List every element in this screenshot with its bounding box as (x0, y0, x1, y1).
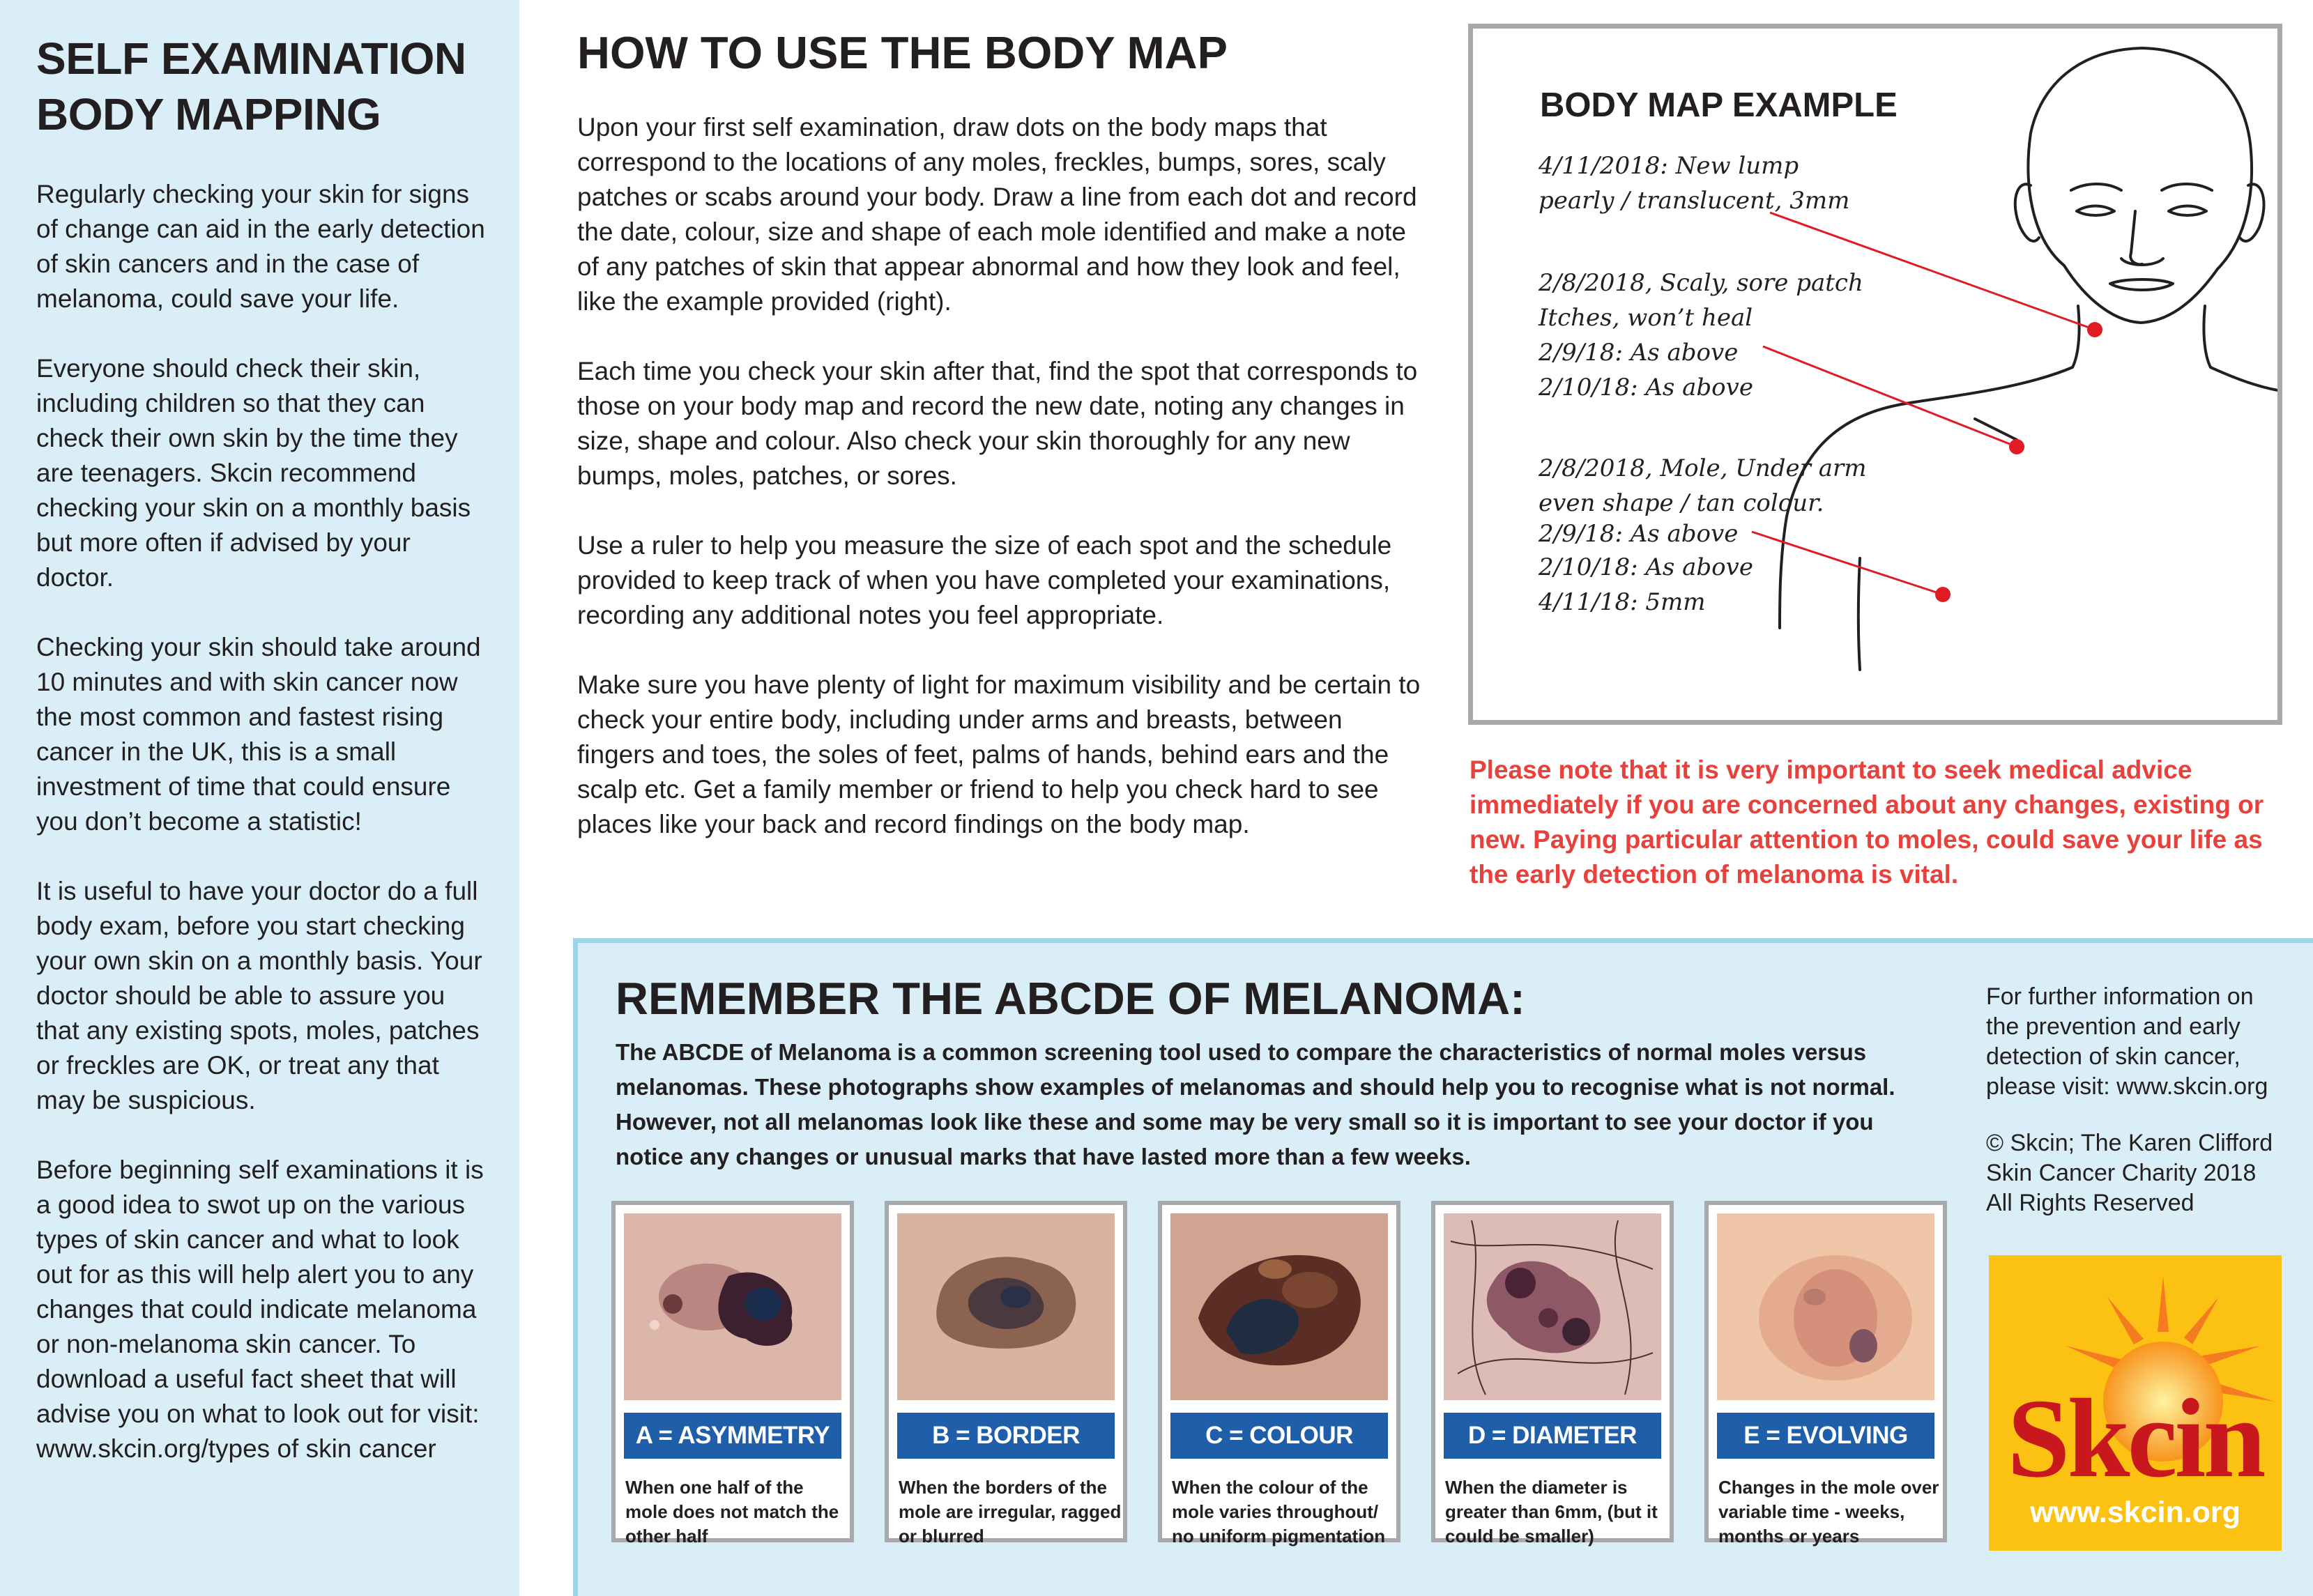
abcde-intro: The ABCDE of Melanoma is a common screening tool used to compare the characteristics of normal moles versus melanomas. These photographs show examples of melanomas and should help you to recognise what is not normal. However, not all melanomas look like these and some may be very small so it is important to see your doctor if you notice any changes or unusual marks that have lasted more than a few weeks. (616, 1039, 1895, 1169)
left-paragraph-5: Before beginning self examinations it is a good idea to swot up on the various types of skin cancer and what to look out for as this will help alert you to any changes that could indicate melanoma or non-melanoma skin cancer. To download a useful fact sheet that will advise you on what to look out for visit: www.skcin.org/types of skin cancer (36, 1156, 484, 1463)
note-2-line-4: 2/10/18: As above (1539, 374, 1753, 401)
title-line-1: SELF EXAMINATION (36, 33, 466, 84)
note-3-line-3: 2/9/18: As above (1539, 520, 1739, 548)
note-2-line-3: 2/9/18: As above (1539, 339, 1739, 367)
melanoma-photo-colour (1170, 1213, 1388, 1400)
how-to-title: HOW TO USE THE BODY MAP (577, 27, 1228, 78)
abcde-title: REMEMBER THE ABCDE OF MELANOMA: (616, 973, 1525, 1024)
melanoma-photo-border (897, 1213, 1115, 1400)
left-column (0, 0, 519, 1596)
skcin-logo (1989, 1255, 2282, 1551)
abcde-card-colour (1158, 1201, 1400, 1547)
card-desc-evolving: Changes in the mole over variable time - weeks, months or years (1718, 1477, 1939, 1547)
card-label-asymmetry: A = ASYMMETRY (624, 1413, 841, 1459)
abcde-card-evolving (1704, 1201, 1947, 1547)
logo-url: www.skcin.org (2030, 1496, 2241, 1529)
note-1-line-2: pearly / translucent, 3mm (1539, 187, 1850, 215)
page-title (36, 31, 494, 142)
melanoma-photo-diameter (1444, 1213, 1661, 1400)
card-label-evolving: E = EVOLVING (1717, 1413, 1934, 1459)
card-desc-diameter: When the diameter is greater than 6mm, (but it could be smaller) (1445, 1477, 1658, 1547)
instructions-paragraph-1: Upon your first self examination, draw dots on the body maps that correspond to the locations of any moles, freckles, bumps, sores, scaly patches or scabs around your body. Draw a line from each dot and record the date, colour, size and shape of each mole identified and make a note of any patches of skin that appear abnormal and how they look and feel, like the example provided (right). (577, 113, 1417, 316)
left-paragraph-3: Checking your skin should take around 10 minutes and with skin cancer now the most common and fastest rising cancer in the UK, this is a small investment of time that could ensure you don’t become a statistic! (36, 633, 481, 836)
card-label-colour: C = COLOUR (1170, 1413, 1388, 1459)
further-info-text: For further information on the prevention and early detection of skin cancer, please visit: www.skcin.org (1986, 983, 2268, 1100)
instructions-column (577, 25, 1422, 842)
copyright-text: © Skcin; The Karen Clifford Skin Cancer Charity 2018 All Rights Reserved (1986, 1130, 2273, 1216)
title-line-2: BODY MAPPING (36, 89, 381, 139)
logo-wordmark: Skcin (2007, 1376, 2264, 1501)
left-paragraph-1: Regularly checking your skin for signs of change can aid in the early detection of skin cancers and in the case of melanoma, could save your life. (36, 180, 485, 313)
abcde-card-border (885, 1201, 1127, 1547)
body-map-title: BODY MAP EXAMPLE (1540, 86, 1898, 124)
note-3-line-4: 2/10/18: As above (1539, 553, 1753, 581)
note-2-line-1: 2/8/2018, Scaly, sore patch (1539, 269, 1863, 297)
note-3-line-1: 2/8/2018, Mole, Under arm (1539, 454, 1867, 482)
melanoma-photo-evolving (1717, 1213, 1934, 1400)
card-label-diameter: D = DIAMETER (1444, 1413, 1661, 1459)
abcde-panel (573, 938, 2313, 1596)
left-paragraph-2: Everyone should check their skin, including children so that they can check their own skin by the time they are teenagers. Skcin recommend checking your skin on a monthly basis but more often if advised by your doctor. (36, 354, 471, 592)
card-desc-asymmetry: When one half of the mole does not match the other half (625, 1477, 839, 1547)
instructions-paragraph-2: Each time you check your skin after that, find the spot that corresponds to those on your body map and record the new date, noting any changes in size, shape and colour. Also check your skin thoroughly for any new bumps, moles, patches, or sores. (577, 357, 1418, 490)
note-2-line-2: Itches, won’t heal (1539, 304, 1753, 332)
body-map-example-box (1468, 24, 2282, 725)
instructions-paragraph-3: Use a ruler to help you measure the size of each spot and the schedule provided to keep track of when you have completed your examinations, recording any additional notes you feel appropriate. (577, 531, 1392, 629)
melanoma-photo-asymmetry (624, 1213, 841, 1400)
left-paragraph-4: It is useful to have your doctor do a full body exam, before you start checking your own skin on a monthly basis. Your doctor should be able to assure you that any existing spots, moles, patches or freckles are OK, or treat any that may be suspicious. (36, 877, 482, 1114)
card-desc-colour: When the colour of the mole varies throughout/ no uniform pigmentation (1172, 1477, 1386, 1547)
abcde-card-diameter (1431, 1201, 1674, 1547)
abcde-card-asymmetry (611, 1201, 854, 1547)
medical-advice-warning: Please note that it is very important to seek medical advice immediately if you are concerned about any changes, existing or new. Paying particular attention to moles, could save your life as the early detection of melanoma is vital. (1470, 755, 2264, 889)
instructions-paragraph-4: Make sure you have plenty of light for maximum visibility and be certain to check your entire body, including under arms and breasts, between fingers and toes, the soles of feet, palms of hands, behind ears and the scalp etc. Get a family member or friend to help you check hard to see places like your back and record findings on the body map. (577, 670, 1421, 838)
note-1-line-1: 4/11/2018: New lump (1539, 152, 1799, 180)
card-desc-border: When the borders of the mole are irregular, ragged or blurred (899, 1477, 1122, 1547)
note-3-line-2: even shape / tan colour. (1539, 489, 1824, 517)
card-label-border: B = BORDER (897, 1413, 1115, 1459)
note-3-line-5: 4/11/18: 5mm (1539, 588, 1706, 616)
